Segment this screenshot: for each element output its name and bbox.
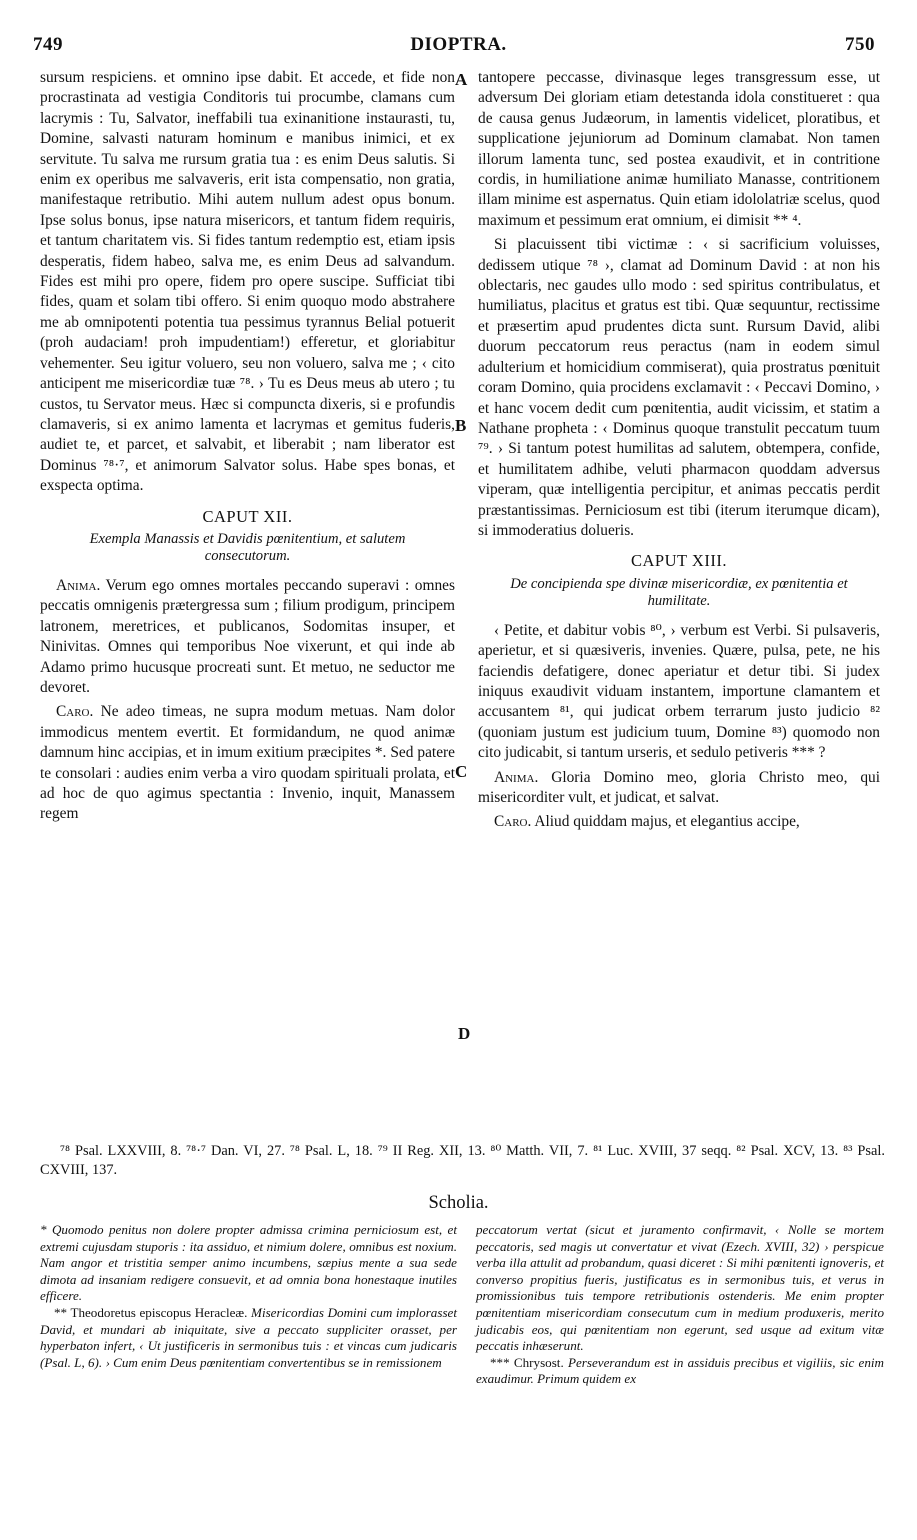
speaker-anima: Anima. [494, 768, 539, 786]
scholion-2-lead: ** Theodoretus episcopus Heracleæ. [54, 1304, 248, 1320]
scholion-1: * Quomodo penitus non dolere propter admissa crimina perniciosum est, et extremi cujusdam stuporis : ita assiduo, et nimium dolere, omnibus est noxium. Nam angor et tristitia semper animo incumbens, sæpius mente a sua sede dimota ad insaniam redigere consuevit, et ad omnia bona honestaque inutiles efficere. [40, 1222, 457, 1304]
scholion-3-text: Perseverandum est in assiduis precibus et vigiliis, sic enim exaudimur. Primum quidem ex [476, 1354, 884, 1387]
margin-letter-c: C [455, 762, 468, 781]
scholion-3 [476, 1355, 884, 1388]
page-number-left: 749 [33, 34, 63, 55]
right-column [478, 68, 880, 833]
caput-xiii-title: CAPUT XIII. [631, 551, 727, 571]
running-title: DIOPTRA. [410, 34, 507, 55]
margin-letter-b: B [455, 416, 467, 435]
speaker-caro: Caro. [56, 703, 94, 721]
right-paragraph-4 [478, 768, 880, 809]
speaker-caro: Caro. [494, 813, 532, 831]
scholion-2-text: Misericordias Domini cum implorasset David, et mundari ab iniquitate, sive a peccato suppliciter orasset, per hyperbaton infert, ‹ Ut justificeris in sermonibus tuis : et vincas cum judicaris (Psal. L, 6). › Cum enim Deus pœnitentiam convertentibus se in remissionem [40, 1304, 457, 1370]
right-paragraph-5-text: Aliud quiddam majus, et elegantius accipe, [534, 813, 800, 831]
margin-letter-d: D [458, 1024, 471, 1043]
right-paragraph-5 [478, 812, 880, 832]
right-paragraph-1: tantopere peccasse, divinasque leges transgressum esse, ut adversum Dei gloriam etiam detestanda idola constitueret : qua de causa genus Judæorum, in lamentis videlicet, ploratibus, et supplicatione jejuniorum ad Dominum clamabat. Non tamen illorum lamenta tunc, sed postea exaudivit, et in contritione cordis, in humiliatione animæ humiliato Manasse, contritionem illam minime est aspernatus. Quin etiam idololatriæ scelus, quod maximum et pessimum erat omnium, ei dimisit ** ⁴. [478, 69, 880, 229]
margin-letter-a: A [455, 70, 468, 89]
scholia-right-column [476, 1222, 884, 1388]
left-paragraph-3 [40, 702, 455, 824]
scholia-left-column [40, 1222, 457, 1371]
right-paragraph-4-text: Gloria Domino meo, gloria Christo meo, qui misericorditer vult, et judicat, et salvat. [478, 768, 880, 806]
page-number-right: 750 [845, 34, 875, 55]
scholia-heading: Scholia. [428, 1193, 489, 1213]
left-paragraph-2-text: Verum ego omnes mortales peccando superavi : omnes peccatis omnigenis prætergressa sum ; filium prodigum, principem latronem, meretrices, et publicanos, Sodomitas insuper, et Ninivitas. Omnes qui temporibus Noe vixerunt, et qui inde ab Adamo primo hucusque procreati sunt. Et metuo, ne seductor me devoret. [40, 576, 455, 696]
left-paragraph-1: sursum respiciens. et omnino ipse dabit. Et accede, et fide non procrastinata ad vestigia Conditoris tui procumbe, clamans cum lacrymis : Tu, Salvator, ineffabili tua exinanitione instaurasti, tu, Domine, salvasti naturam hominum e manibus inimici, et ex servitute. Tu salva me rursum gratia tua : es enim Deus salutis. Si enim ex operibus me salvaveris, erit ista compensatio, non gratia, manifestaque retributio. Mihi autem nullum adest opus bonum. Ipse solus bonus, ipse natura misericors, et tantum fidem requiris, et tantum charitatem vis. Si fides tantum redemptio est, etiam ipsis desperatis, fidem habeo, salva me, es enim Deus ad salvandum. Fides est mihi pro opere, fidem pro opere suscipe. Sufficiat tibi fides, quam et solam tibi offero. Si enim quoquo modo abstrahere me ab omnipotenti potentia tua pessimus tyrannus Belial potuerit (proh audaciam! proh impudentiam!) efferetur, et gloriabitur vehementer. Seu igitur voluero, seu non voluero, salva me ; ‹ cito anticipent me misericordiæ tuæ ⁷⁸. › Tu es Deus meus ab utero ; tu custos, tu Servator meus. Hæc si compuncta dixeris, si e profundis clamaveris, si ex animo lamenta et lacrymas et gemitus fuderis, audiet te, et parcet, et salvabit, et liberabit ; nam liberator est Dominus ⁷⁸·⁷, et animorum Salvator solus. Habe spes bonas, et exspecta optima. [40, 69, 455, 495]
scholion-3-lead: *** Chrysost. [490, 1354, 564, 1370]
scholion-2 [40, 1305, 457, 1371]
footnote-references: ⁷⁸ Psal. LXXVIII, 8. ⁷⁸·⁷ Dan. VI, 27. ⁷⁸ Psal. L, 18. ⁷⁹ II Reg. XII, 13. ⁸⁰ Matth. VII, 7. ⁸¹ Luc. XVIII, 37 seqq. ⁸² Psal. XCV, 13. ⁸³ Psal. CXVIII, 137. [40, 1143, 885, 1178]
speaker-anima: Anima. [56, 576, 101, 594]
left-column [40, 68, 455, 825]
left-paragraph-2 [40, 576, 455, 698]
left-paragraph-3-text: Ne adeo timeas, ne supra modum metuas. Nam dolor immodicus mentem evertit. Et formidandum, ne quod animæ damnum hinc accipias, et in imum exitium præcipites *. Sed patere te consolari : audies enim verba a viro quodam spirituali prolata, et ad hoc de quo agimus spectantia : Invenio, inquit, Manassem regem [40, 703, 455, 823]
caput-xii-rubric: Exempla Manassis et Davidis pœnitentium, et salutem consecutorum. [89, 530, 406, 565]
right-paragraph-3: ‹ Petite, et dabitur vobis ⁸⁰, › verbum est Verbi. Si pulsaveris, aperietur, et si quæsiveris, invenies. Quære, pulsa, pete, ne his faciendis defatigere, donec aperiatur et detur tibi. Si judex iniquus exaudivit viduam instantem, importune clamantem et accusantem ⁸¹, qui judicat orbem terrarum justo judicio ⁸² (quoniam justum est judicium tuum, Domine ⁸³) quomodo non cito judicabit, si tantum urseris, et sedulo petiveris *** ? [478, 621, 880, 762]
caput-xii-title: CAPUT XII. [202, 506, 293, 526]
scholion-2-continued: peccatorum vertat (sicut et juramento confirmavit, ‹ Nolle se mortem peccatoris, sed magis ut convertatur et vivat (Ezech. XVIII, 32) › perspicue verba illa attulit ad probandum, quasi diceret : Si mihi pœnitenti ignoveris, et converso propitius fueris, justificatus es in sermonibus tuis, et verus in promissionibus tuis tempore retributionis ostenderis. Me enim propter pœnitentiam misericordiam consecutum cum in medium produxeris, merito judicabis eos, qui pœnitentiam non egerunt, sed usque ad exitum vitæ peccatis inhæserunt. [476, 1222, 884, 1354]
footnotes [40, 1142, 885, 1180]
right-paragraph-2: Si placuissent tibi victimæ : ‹ si sacrificium voluisses, dedissem utique ⁷⁸ ›, clamat ad Dominum David : at non his oblectaris, nec gaudes ullo modo : sed spiritus contribulatus, et humiliatus, placitus et gratus est tibi. Quæ sequuntur, rectissime et præsertim apud prudentes dicta sunt. Rursum David, alibi duorum peccatorum reus peractus (nam in eodem simul adulterium et homicidium commiserat), quia prostratus pœnituit coram Domino, quia procidens exclamavit : ‹ Peccavi Domino, › et hanc vocem dedit cum pœnitentia, audit vicissim, et statim a Nathane propheta : ‹ Dominus quoque transtulit peccatum tuum ⁷⁹. › Si tantum potest humilitas ad salutem, obtempera, confide, et humilitatem adhibe, veluti pharmacon quoddam adversus viperam, quæ intelligentia percipitur, et animas peccatis perdit præstantissimas. Perniciosum est tibi (iterum iterumque dicam), si immoderatius dolueris. [478, 236, 880, 539]
caput-xiii-rubric: De concipienda spe divinæ misericordiæ, ex pœnitentia et humilitate. [510, 575, 848, 610]
